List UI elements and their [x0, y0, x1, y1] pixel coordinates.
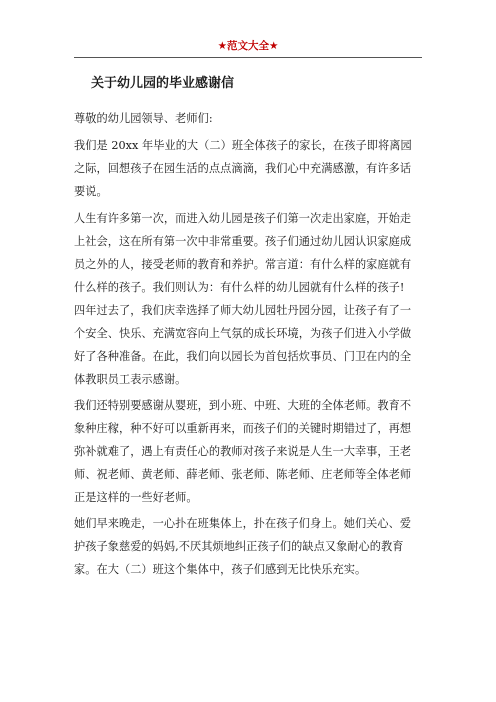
text-line: 四年过去了，我们庆幸选择了师大幼儿园牡丹园分园，让孩子有了一: [74, 304, 412, 317]
text-line: 个安全、快乐、充满宽容向上气氛的成长环境，为孩子们进入小学做: [74, 327, 412, 340]
text-line: 尊敬的幼儿园领导、老师们:: [74, 112, 213, 125]
text-line: 弥补就难了，遇上有责任心的教师对孩子来说是人生一大幸事，王老: [74, 445, 412, 458]
text-line: 好了各种准备。在此，我们向以园长为首包括炊事员、门卫在内的全: [74, 350, 412, 363]
text-line: 她们早来晚走，一心扑在班集体上，扑在孩子们身上。她们关心、爱: [74, 517, 412, 530]
page-header: ★范文大全★: [217, 40, 279, 52]
text-line: 之际，回想孩子在园生活的点点滴滴，我们心中充满感激，有许多话: [74, 162, 412, 175]
text-line: 我们是 20xx 年毕业的大（二）班全体孩子的家长，在孩子即将离园: [74, 139, 412, 152]
text-line: 师、祝老师、黄老师、薛老师、张老师、陈老师、庄老师等全体老师: [74, 468, 412, 481]
text-line: 护孩子象慈爱的妈妈,不厌其烦地纠正孩子们的缺点又象耐心的教育: [74, 540, 404, 553]
document-title: 关于幼儿园的毕业感谢信: [91, 76, 235, 91]
text-line: 体教职员工表示感谢。: [74, 373, 187, 386]
text-line: 正是这样的一些好老师。: [74, 491, 198, 504]
text-line: 我们还特别要感谢从婴班，到小班、中班、大班的全体老师。教育不: [74, 399, 412, 412]
text-line: 上社会，这在所有第一次中非常重要。孩子们通过幼儿园认识家庭成: [74, 235, 412, 248]
text-line: 要说。: [74, 185, 108, 198]
text-line: 家。在大（二）班这个集体中，孩子们感到无比快乐充实。: [74, 563, 367, 576]
text-line: 什么样的孩子。我们则认为：有什么样的幼儿园就有什么样的孩子!: [74, 281, 405, 294]
text-line: 人生有许多第一次，而进入幼儿园是孩子们第一次走出家庭，开始走: [74, 212, 412, 225]
text-line: 象种庄稼，种不好可以重新再来，而孩子们的关键时期错过了，再想: [74, 422, 412, 435]
header-divider: [74, 57, 422, 58]
text-line: 员之外的人，接受老师的教育和养护。常言道：有什么样的家庭就有: [74, 258, 412, 271]
